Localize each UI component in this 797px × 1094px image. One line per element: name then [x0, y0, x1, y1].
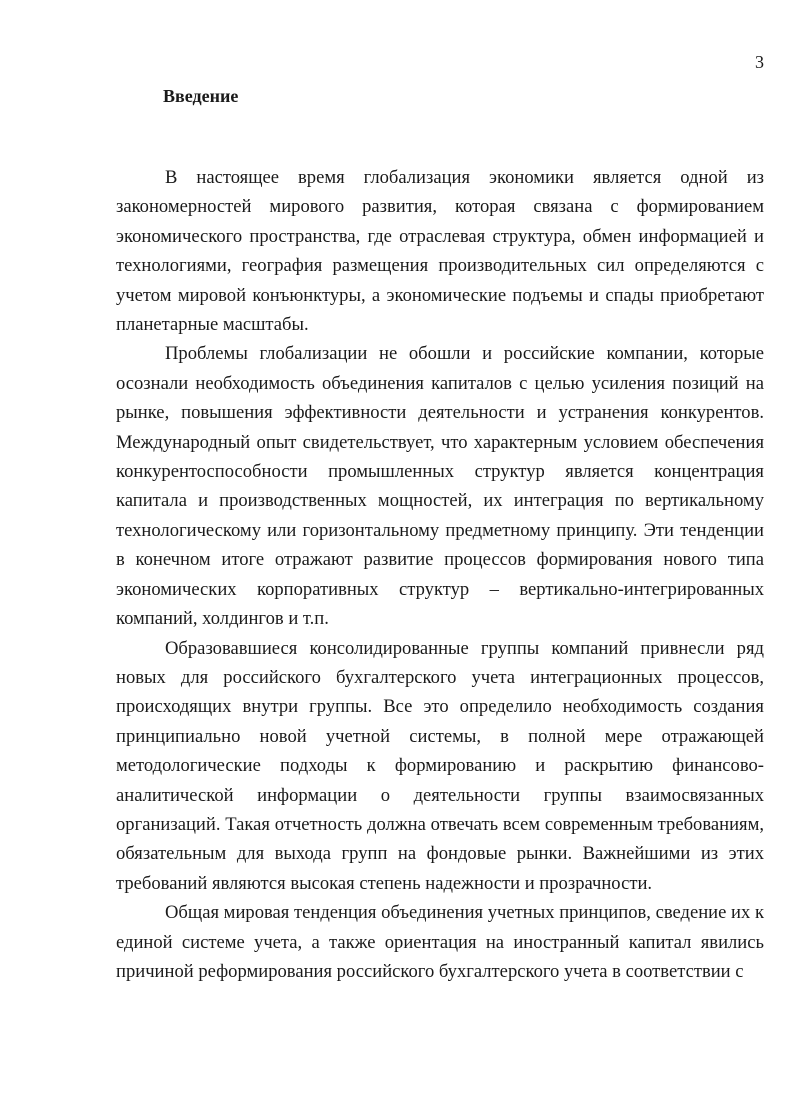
paragraph-3: Образовавшиеся консолидированные группы компаний привнесли ряд новых для российского бухгалтерского учета интеграционных процессов, происходящих внутри группы. Все это определило необходимость создания принципиально новой учетной системы, в полной мере отражающей методологические подходы к формированию и раскрытию финансово-аналитической информации о деятельности группы взаимосвязанных организаций. Такая отчетность должна отвечать всем современным требованиям, обязательным для выхода групп на фондовые рынки. Важнейшими из этих требований являются высокая степень надежности и прозрачности.: [116, 637, 764, 894]
body-text: [116, 163, 764, 986]
paragraph-1: В настоящее время глобализация экономики является одной из закономерностей мирового развития, которая связана с формированием экономического пространства, где отраслевая структура, обмен информацией и технологиями, география размещения производительных сил определяются с учетом мировой конъюнктуры, а экономические подъемы и спады приобретают планетарные масштабы.: [116, 167, 764, 336]
section-heading: Введение: [163, 86, 239, 106]
paragraph-4: Общая мировая тенденция объединения учетных принципов, сведение их к единой системе учета, а также ориентация на иностранный капитал явились причиной реформирования российского бухгалтерского учета в соответствии с: [116, 902, 764, 982]
paragraph-2: Проблемы глобализации не обошли и российские компании, которые осознали необходимость объединения капиталов с целью усиления позиций на рынке, повышения эффективности деятельности и устранения конкурентов. Международный опыт свидетельствует, что характерным условием обеспечения конкурентоспособности промышленных структур является концентрация капитала и производственных мощностей, их интеграция по вертикальному технологическому или горизонтальному предметному принципу. Эти тенденции в конечном итоге отражают развитие процессов формирования нового типа экономических корпоративных структур – вертикально-интегрированных компаний, холдингов и т.п.: [116, 343, 764, 630]
page-number: 3: [755, 52, 764, 72]
